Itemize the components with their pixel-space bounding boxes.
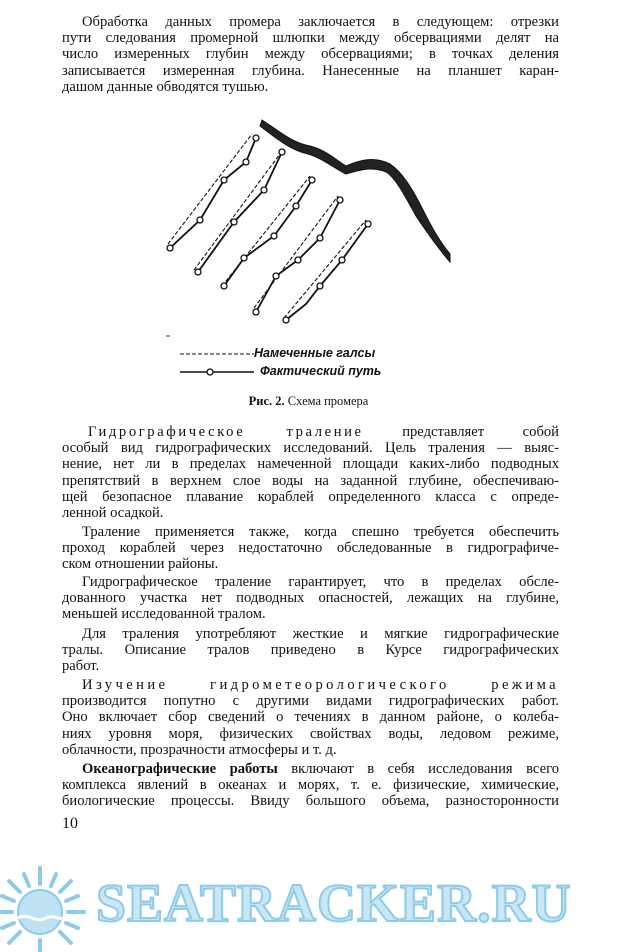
text-line: работ.: [62, 658, 100, 675]
trawling-first-line-rest: представляет собой: [402, 424, 559, 440]
text-line: ленной осадкой.: [62, 505, 164, 522]
usage-paragraph: [62, 524, 559, 573]
text-line: биологические процессы. Ввиду большого объема, разносторонности: [62, 793, 559, 810]
oceanographic-paragraph: [62, 761, 559, 810]
text-line: дашом данные обводятся тушью.: [62, 78, 269, 95]
intro-paragraph: [62, 14, 559, 95]
page-number: 10: [62, 815, 78, 832]
text-line: щей безопасное плавание кораблей определенного класса с опреде-: [62, 488, 559, 505]
caption-label: Рис. 2.: [248, 394, 285, 408]
text-line: тралы. Описание тралов приведено в Курсе гидрографических: [62, 642, 559, 659]
text-line: пути следования промерной шлюпки между обсервациями делят на: [62, 30, 559, 47]
text-line: проход кораблей через недостаточно обследованные в гидрографиче-: [62, 540, 559, 557]
text-line: комплекса явлений в океанах и морях, т. е. физические, химические,: [62, 777, 559, 794]
text-line: производится попутно с другими видами гидрографических работ.: [62, 693, 559, 710]
oceanographic-term: Океанографические работы: [82, 761, 278, 777]
trawling-term: Гидрографическое траление: [88, 424, 364, 440]
figure-caption: [0, 394, 617, 409]
trawling-paragraph: [62, 424, 559, 521]
text-line: записывается измеренная глубина. Нанесенные на планшет каран-: [62, 62, 559, 79]
text-line: Траление применяется также, когда спешно требуется обеспечить: [82, 524, 559, 540]
guarantee-paragraph: [62, 574, 559, 623]
text-line: нение, нет ли в пределах намеченной площади каких-либо подводных: [62, 456, 559, 473]
oceanographic-first-line-rest: включают в себя исследования всего: [291, 761, 559, 777]
text-line: облачности, прозрачности атмосферы и т. д.: [62, 741, 337, 758]
caption-text: Схема промера: [287, 394, 369, 408]
legend-symbols: [180, 354, 254, 375]
text-line: Обработка данных промера заключается в следующем: отрезки: [82, 14, 559, 30]
watermark-text: SEATRACKER.RU: [96, 873, 572, 933]
legend-actual-label: Фактический путь: [260, 364, 382, 378]
text-line: ниях уровня моря, физических свойствах воды, ледовом режиме,: [62, 725, 559, 742]
legend-planned-label: Намеченные галсы: [254, 346, 376, 360]
text-line: Оно включает сбор сведений о течениях в данном районе, о колеба-: [62, 709, 559, 726]
text-line: препятствий в верхнем слое воды на заданной глубине, обеспечиваю-: [62, 472, 559, 489]
text-line: Для траления употребляют жесткие и мягкие гидрографические: [82, 626, 559, 642]
text-line: Гидрографическое траление гарантирует, что в пределах обсле-: [82, 574, 559, 590]
hydromet-term: Изучение гидрометеорологического режима: [82, 677, 559, 693]
text-line: число измеренных глубин между обсервациями; в точках деления: [62, 46, 559, 63]
text-line: [62, 761, 559, 777]
text-line: ском отношении районы.: [62, 556, 219, 573]
sun-logo-icon: [0, 868, 84, 952]
text-line: особый вид гидрографических исследований. Цель траления — выяс-: [62, 440, 559, 457]
hydromet-paragraph: [62, 677, 559, 758]
trawls-paragraph: [62, 626, 559, 675]
text-line: дованного участка нет подводных опасностей, лежащих на глубине,: [62, 590, 559, 607]
text-line: [62, 677, 559, 693]
text-line: [62, 424, 559, 440]
text-line: меньшей исследованной тралом.: [62, 606, 266, 623]
